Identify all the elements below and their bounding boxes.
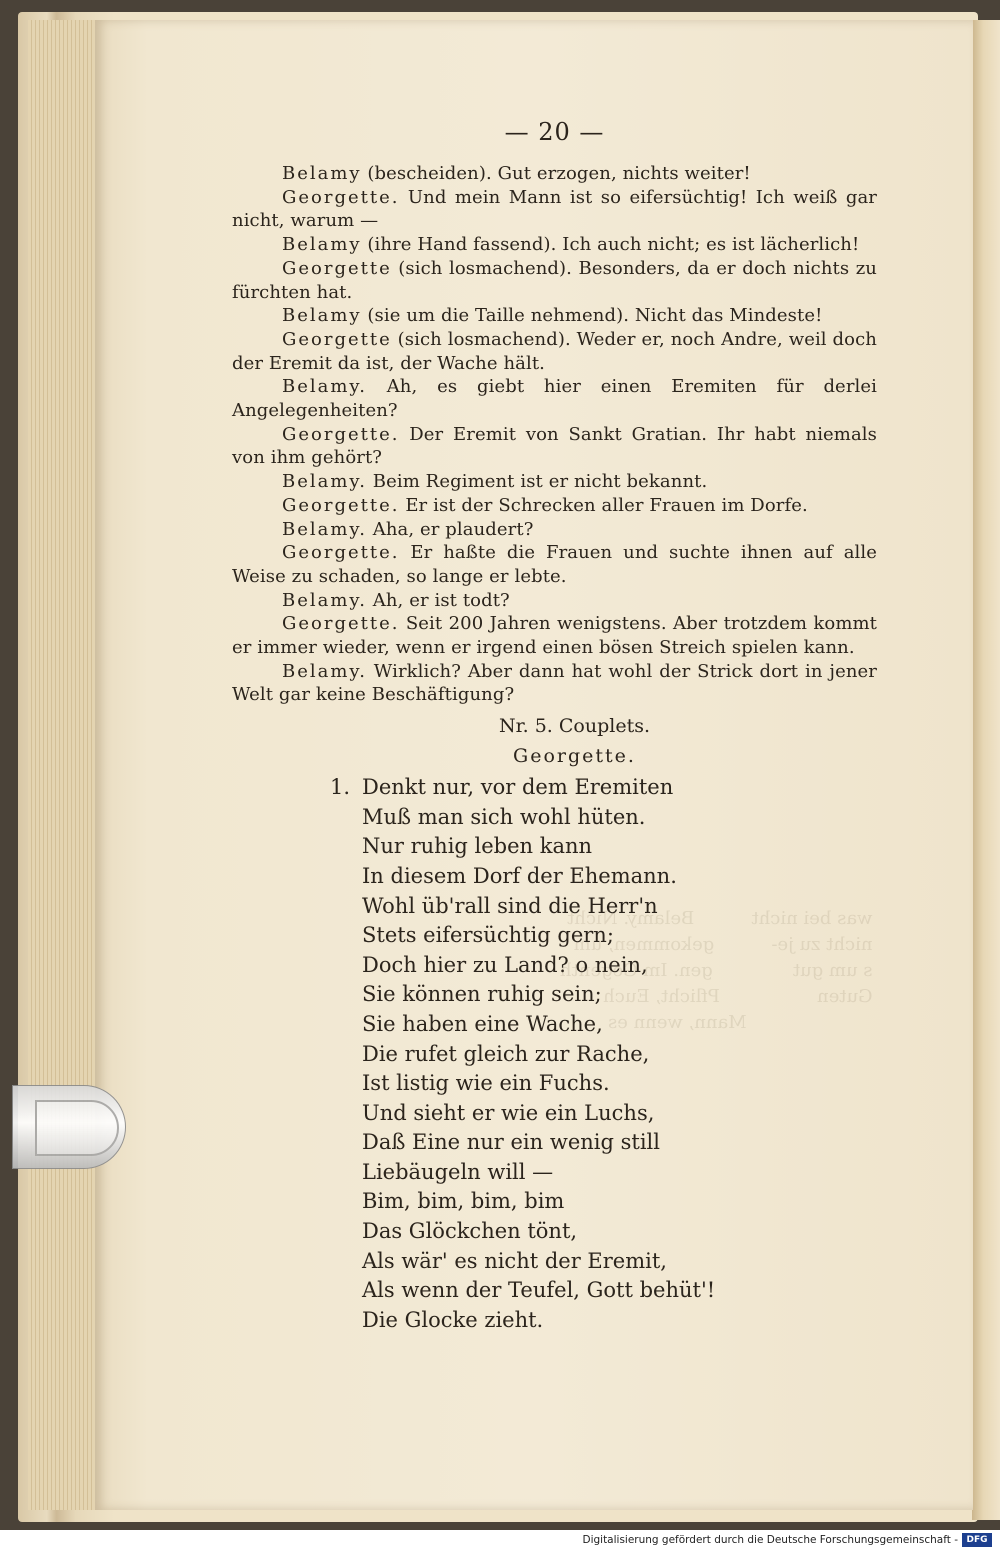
dialogue-paragraph bbox=[232, 233, 877, 257]
verse-line: In diesem Dorf der Ehemann. bbox=[362, 863, 677, 888]
verse-line: Doch hier zu Land? o nein, bbox=[362, 952, 648, 977]
verse-line: Als wenn der Teufel, Gott behüt'! bbox=[362, 1278, 716, 1303]
footer-bar bbox=[0, 1530, 1000, 1550]
paper-clip-loop bbox=[35, 1100, 119, 1156]
dialogue-paragraph bbox=[232, 162, 877, 186]
dialogue-paragraph bbox=[232, 518, 877, 542]
dialogue-text: Er ist der Schrecken aller Frauen im Dorfe. bbox=[399, 494, 808, 516]
footer-credit: Digitalisierung gefördert durch die Deutsche Forschungsgemeinschaft - bbox=[582, 1534, 958, 1546]
verse-line: Daß Eine nur ein wenig still bbox=[362, 1130, 660, 1155]
dialogue-paragraph bbox=[232, 423, 877, 470]
song-heading: Nr. 5. Couplets. bbox=[499, 715, 650, 738]
speaker-name: Belamy. bbox=[282, 471, 367, 493]
dialogue-text: Wirklich? Aber dann hat wohl der Strick dort in jener Welt gar keine Beschäftigung? bbox=[232, 660, 877, 706]
speaker-name: Georgette. bbox=[282, 542, 400, 564]
dialogue-text: Und mein Mann ist so eifersüchtig! Ich weiß gar nicht, warum — bbox=[232, 186, 877, 232]
dialogue-paragraph bbox=[232, 589, 877, 613]
dialogue-text: (sie um die Taille nehmend). Nicht das Mindeste! bbox=[361, 305, 823, 327]
speaker-name: Georgette bbox=[282, 257, 392, 279]
dialogue-text: Beim Regiment ist er nicht bekannt. bbox=[366, 471, 708, 493]
dialogue-paragraph bbox=[232, 257, 877, 304]
verse-line: Sie können ruhig sein; bbox=[362, 982, 602, 1007]
speaker-name: Belamy bbox=[282, 305, 362, 327]
page-stack-edge bbox=[28, 20, 95, 1510]
dialogue-paragraph bbox=[232, 375, 877, 422]
speaker-name: Georgette. bbox=[282, 423, 400, 445]
speaker-name: Belamy bbox=[282, 234, 362, 256]
page-content bbox=[232, 118, 877, 1335]
verse-line: Muß man sich wohl hüten. bbox=[362, 804, 646, 829]
page-number: — 20 — bbox=[504, 118, 605, 146]
song-singer: Georgette. bbox=[513, 745, 636, 768]
verse-line: Liebäugeln will — bbox=[362, 1159, 554, 1184]
speaker-name: Belamy bbox=[282, 163, 362, 184]
speaker-name: Georgette. bbox=[282, 613, 400, 635]
speaker-name: Georgette bbox=[282, 328, 392, 350]
speaker-name: Belamy. bbox=[282, 518, 367, 540]
verse-line: Die Glocke zieht. bbox=[362, 1307, 544, 1332]
verse-line: Ist listig wie ein Fuchs. bbox=[362, 1071, 610, 1096]
verse-line: Denkt nur, vor dem Eremiten bbox=[362, 775, 674, 800]
verse-line: Stets eifersüchtig gern; bbox=[362, 923, 614, 948]
verse-number: 1. bbox=[330, 775, 351, 800]
dialogue-paragraph bbox=[232, 304, 877, 328]
verse-line: Sie haben eine Wache, bbox=[362, 1011, 603, 1036]
dialogue-text: Der Eremit von Sankt Gratian. Ihr habt niemals von ihm gehört? bbox=[232, 423, 877, 469]
verse-line: Als wär' es nicht der Eremit, bbox=[362, 1248, 667, 1273]
dialogue-text: (sich losmachend). Besonders, da er doch nichts zu fürchten hat. bbox=[232, 257, 877, 303]
verse-line: Und sieht er wie ein Luchs, bbox=[362, 1100, 655, 1125]
facing-page-edge bbox=[972, 20, 1000, 1520]
dialogue-text: Er haßte die Frauen und suchte ihnen auf alle Weise zu schaden, so lange er lebte. bbox=[232, 542, 877, 587]
dialogue-text: Ah, es giebt hier einen Eremiten für derlei Angelegenheiten? bbox=[232, 376, 877, 422]
dialogue-text: (sich losmachend). Weder er, noch Andre, weil doch der Eremit da ist, der Wache hält. bbox=[232, 328, 877, 374]
speaker-name: Belamy. bbox=[282, 589, 367, 611]
dialogue-block bbox=[232, 162, 877, 707]
dialogue-text: (bescheiden). Gut erzogen, nichts weiter! bbox=[361, 163, 751, 184]
verse-block bbox=[232, 773, 877, 1335]
paper-clip bbox=[12, 1085, 126, 1169]
verse-line: Bim, bim, bim, bim bbox=[362, 1189, 565, 1214]
speaker-name: Georgette. bbox=[282, 494, 400, 516]
dialogue-text: Ah, er ist todt? bbox=[366, 589, 510, 611]
verse-line: Wohl üb'rall sind die Herr'n bbox=[362, 893, 658, 918]
dialogue-paragraph bbox=[232, 494, 877, 518]
dialogue-text: Seit 200 Jahren wenigstens. Aber trotzdem kommt er immer wieder, wenn er irgend einen bösen Streich spielen kann. bbox=[232, 613, 877, 659]
dialogue-paragraph bbox=[232, 660, 877, 707]
speaker-name: Georgette. bbox=[282, 186, 400, 208]
dialogue-paragraph bbox=[232, 612, 877, 659]
speaker-name: Belamy. bbox=[282, 376, 367, 398]
dialogue-paragraph bbox=[232, 541, 877, 588]
verse-line: Die rufet gleich zur Rache, bbox=[362, 1041, 650, 1066]
dialogue-text: (ihre Hand fassend). Ich auch nicht; es ist lächerlich! bbox=[361, 234, 860, 256]
verse-line: Nur ruhig leben kann bbox=[362, 834, 593, 859]
bleed-through-text: was bei nicht Belamy. Nicht nicht zu je- gekommen, um s um gut gen. Im Gegenth Guten Pflicht, Euch Mann, wenn es bbox=[560, 908, 873, 1033]
dialogue-paragraph bbox=[232, 328, 877, 375]
dialogue-paragraph bbox=[232, 470, 877, 494]
dfg-logo: DFG bbox=[962, 1533, 992, 1547]
verse-line: Das Glöckchen tönt, bbox=[362, 1219, 578, 1244]
speaker-name: Belamy. bbox=[282, 660, 367, 682]
dialogue-text: Aha, er plaudert? bbox=[366, 518, 534, 540]
dialogue-paragraph bbox=[232, 186, 877, 233]
